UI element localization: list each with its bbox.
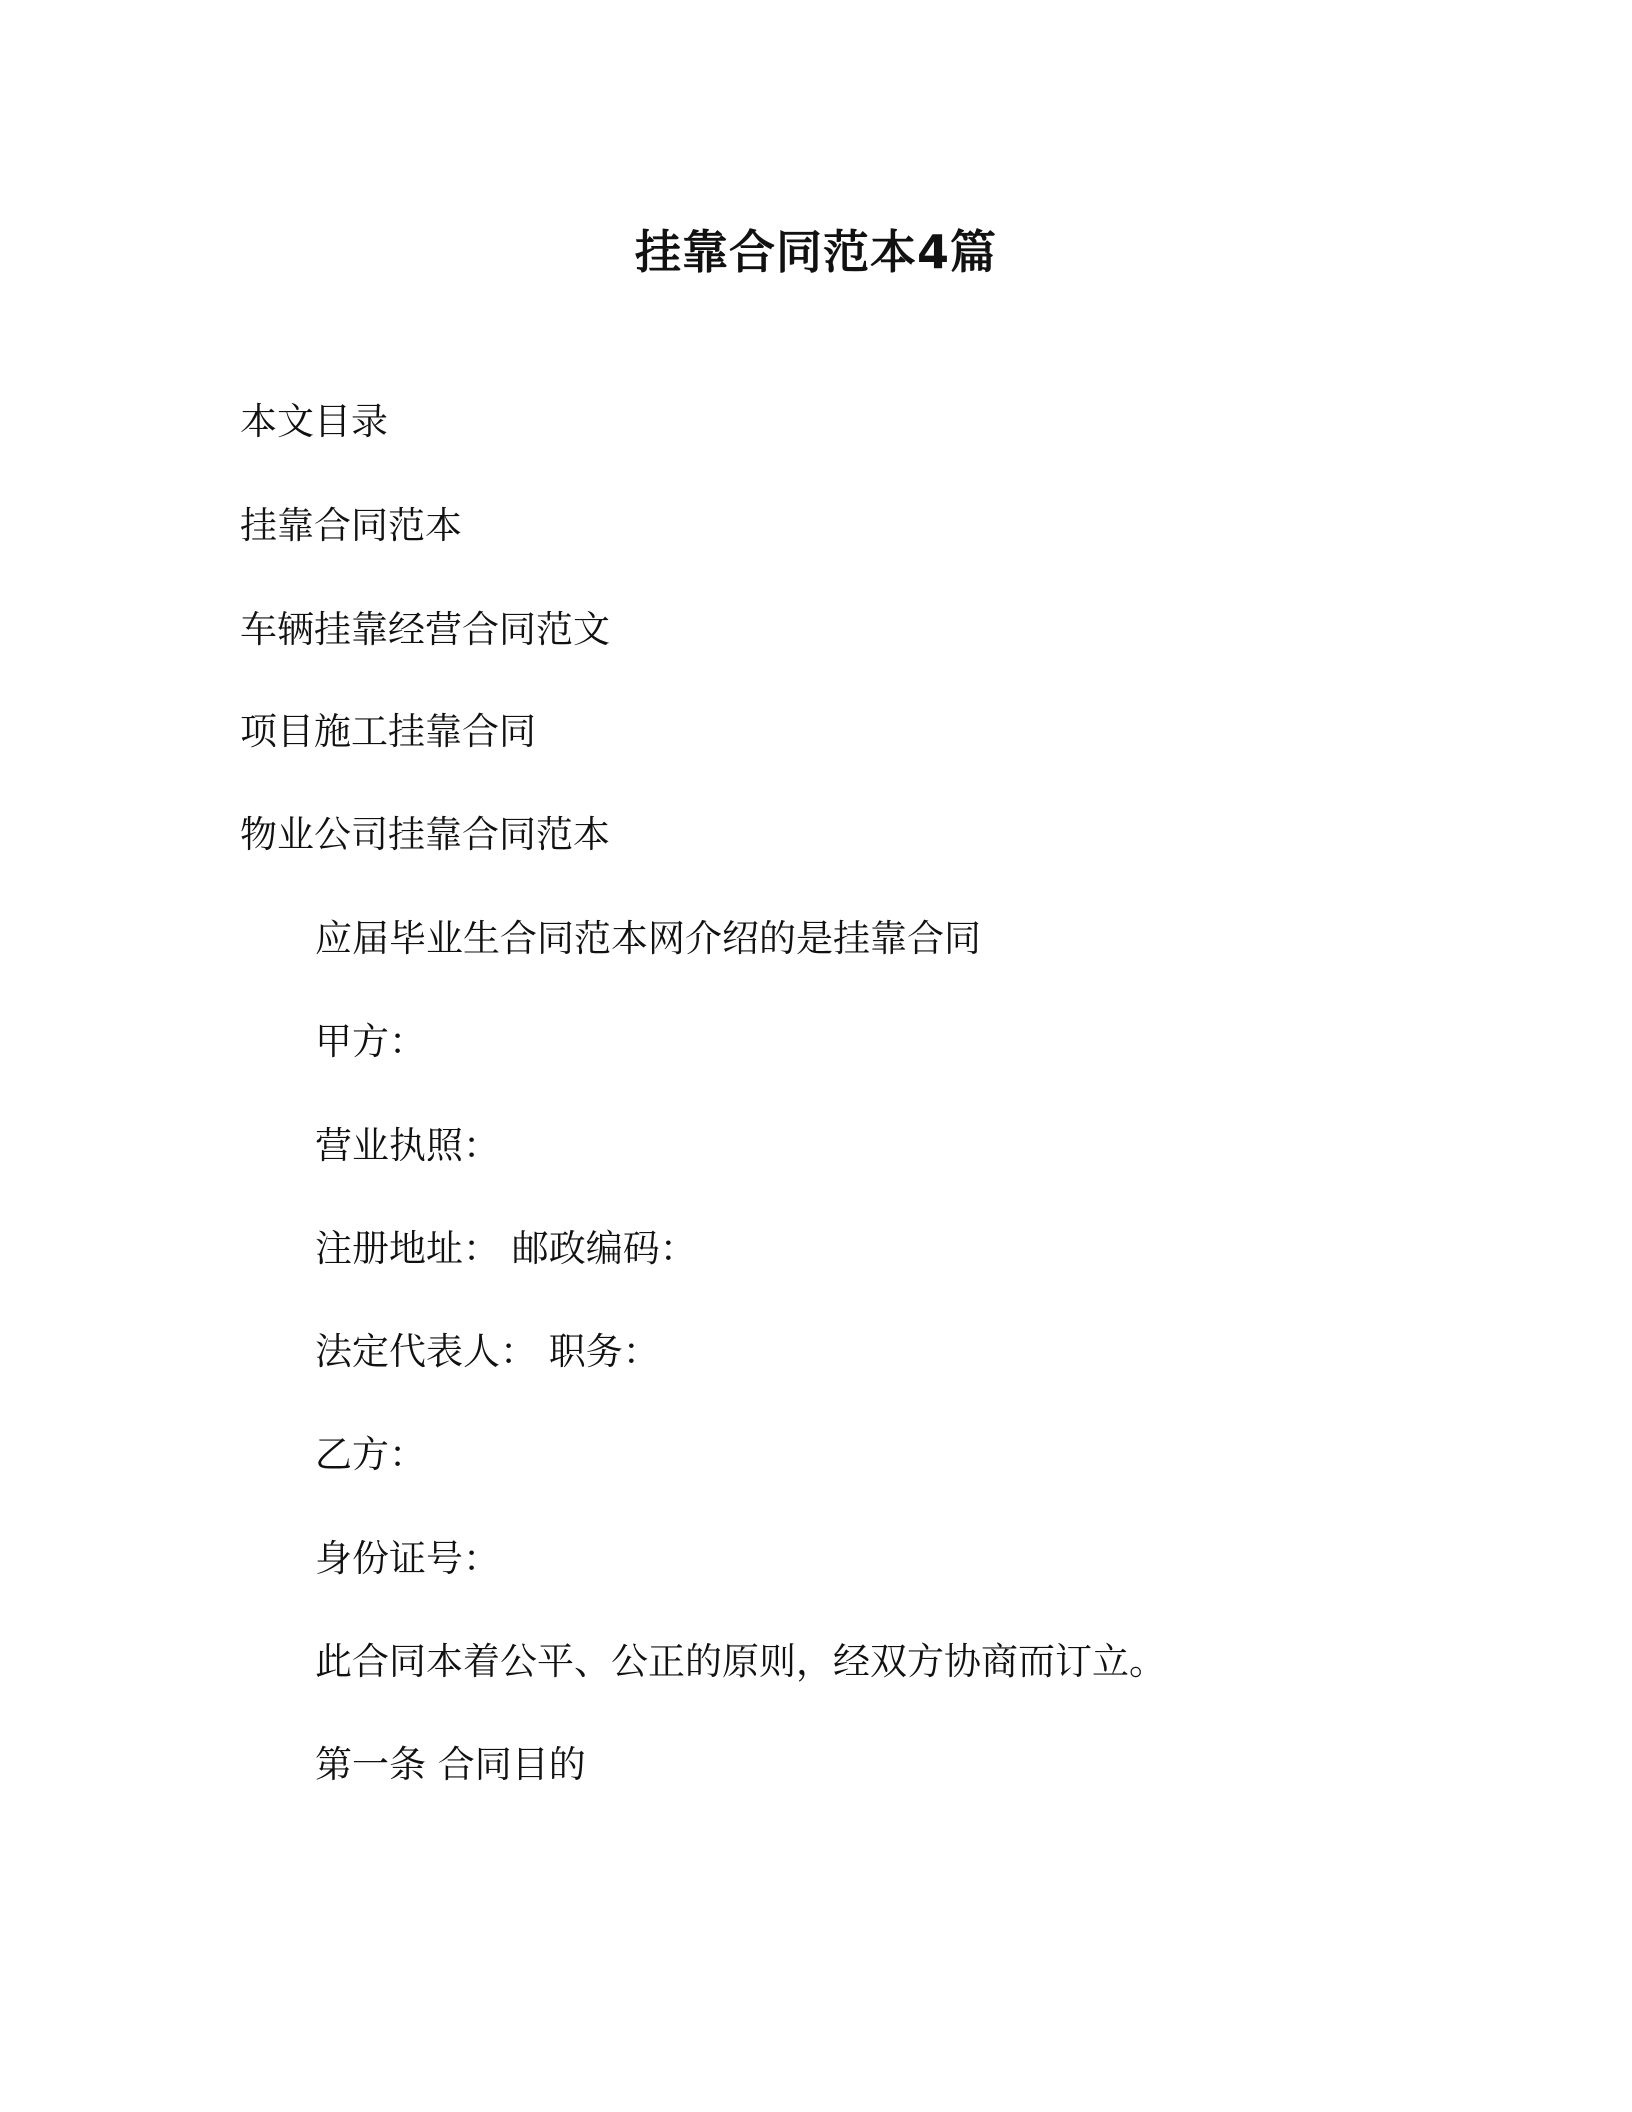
party-b-field: 乙方： <box>315 1433 426 1476</box>
body-paragraph: 此合同本着公平、公正的原则，经双方协商而订立。 <box>315 1640 1166 1683</box>
document-title: 挂靠合同范本4篇 <box>634 225 997 279</box>
address-postcode-field: 注册地址： 邮政编码： <box>315 1227 697 1270</box>
toc-item: 车辆挂靠经营合同范文 <box>240 608 610 651</box>
body-paragraph: 应届毕业生合同范本网介绍的是挂靠合同 <box>315 917 981 960</box>
id-number-field: 身份证号： <box>315 1537 500 1580</box>
toc-item: 项目施工挂靠合同 <box>240 710 536 753</box>
business-license-field: 营业执照： <box>315 1124 500 1167</box>
article-heading: 第一条 合同目的 <box>315 1743 586 1786</box>
toc-heading: 本文目录 <box>240 400 388 443</box>
toc-item: 挂靠合同范本 <box>240 504 462 547</box>
party-a-field: 甲方： <box>315 1020 426 1063</box>
legal-rep-position-field: 法定代表人： 职务： <box>315 1330 660 1373</box>
toc-item: 物业公司挂靠合同范本 <box>240 813 610 856</box>
